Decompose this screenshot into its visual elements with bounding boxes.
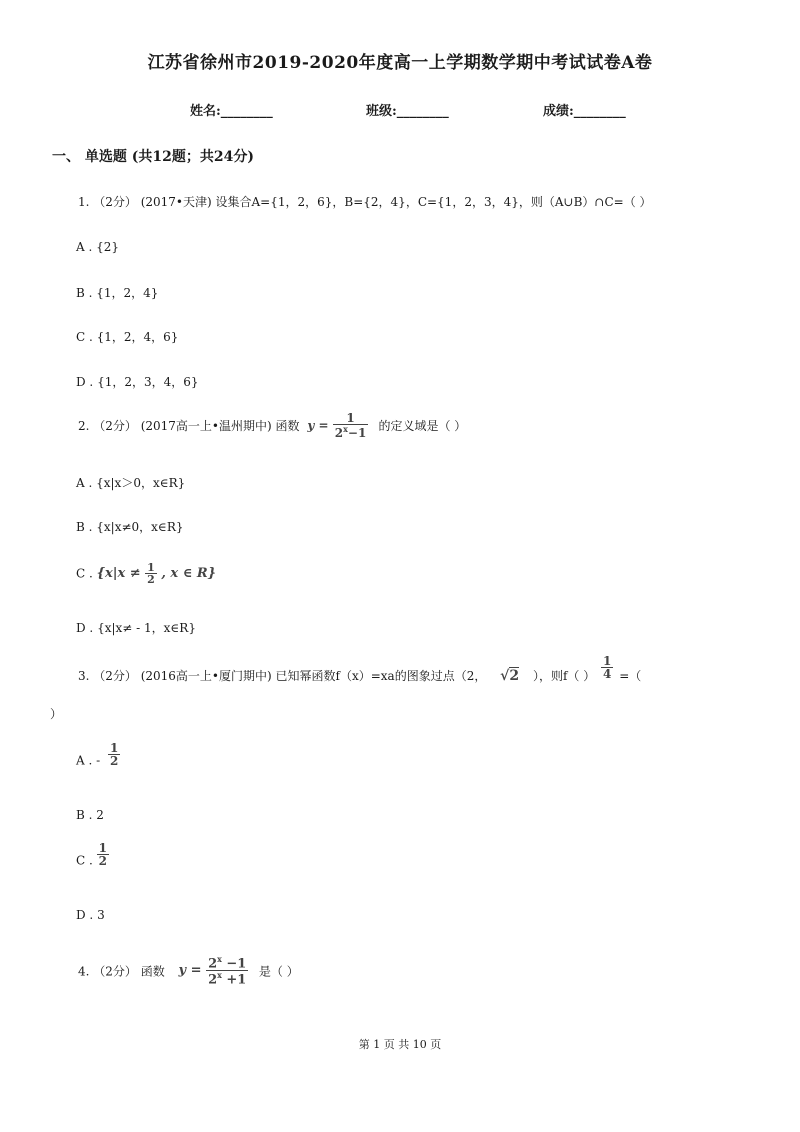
question-3-option-b: B . 2 xyxy=(76,808,104,822)
fraction-denominator: 4 xyxy=(603,667,612,681)
option-a-label: A . - xyxy=(76,753,101,768)
formula-numerator: 1 xyxy=(147,561,155,574)
option-a-fraction xyxy=(108,742,120,767)
option-c-fraction xyxy=(97,842,109,867)
num-base: 2 xyxy=(208,956,218,972)
question-2-option-c xyxy=(76,562,216,585)
question-2-option-c-label: C . xyxy=(76,566,97,581)
den-rest: −1 xyxy=(347,426,367,440)
formula-lhs: y = xyxy=(307,418,329,433)
fraction-numerator: 1 xyxy=(98,841,107,855)
fraction-denominator: 2 xyxy=(110,754,119,768)
question-3-stem-pre: 3. （2分） (2016高一上•厦门期中) 已知幂函数f（x）=xa的图象过点（2， xyxy=(78,669,487,683)
formula-denominator xyxy=(333,425,369,439)
question-1-option-a: A . {2} xyxy=(76,240,120,254)
question-2-option-a: A . {x|x＞0，x∈R} xyxy=(76,476,186,490)
question-3-stem-post: =（ xyxy=(619,669,642,683)
formula-denominator: 2 xyxy=(147,573,155,586)
question-2-option-b: B . {x|x≠0，x∈R} xyxy=(76,520,184,534)
page-footer: 第 1 页 共 10 页 xyxy=(358,1038,442,1051)
den-base: 2 xyxy=(334,426,344,440)
question-3-stem-wrap: ） xyxy=(50,707,63,721)
formula-lhs: y = xyxy=(178,963,202,979)
question-3-stem-mid: ），则f（ ） xyxy=(532,669,596,683)
num-rest: −1 xyxy=(221,956,247,972)
question-2-stem-pre: 2. （2分） (2017高一上•温州期中) 函数 xyxy=(78,419,300,433)
den-exp: x xyxy=(343,424,348,434)
exam-title: 江苏省徐州市2019-2020年度高一上学期数学期中考试试卷A卷 xyxy=(147,53,653,73)
num-exp: x xyxy=(217,954,222,964)
fraction-numerator: 1 xyxy=(110,741,119,755)
sqrt-radicand: 2 xyxy=(509,667,520,684)
formula-fraction xyxy=(206,955,248,987)
question-2-option-d: D . {x|x≠ - 1，x∈R} xyxy=(76,621,196,635)
den-exp: x xyxy=(217,970,222,981)
den-rest: +1 xyxy=(221,972,247,988)
formula-right: , x ∈ R} xyxy=(161,566,216,581)
question-3-option-a xyxy=(76,741,120,773)
question-1-option-d: D . {1，2，3，4，6} xyxy=(76,375,199,389)
sqrt-expression: √2 xyxy=(500,667,520,684)
question-2-stem xyxy=(78,412,466,439)
question-4-stem xyxy=(78,955,299,987)
question-1-option-c: C . {1，2，4，6} xyxy=(76,330,179,344)
question-1-stem: 1. （2分） (2017•天津) 设集合A={1，2，6}，B={2，4}，C={1，2，3，4}，则（A∪B）∩C=（ ） xyxy=(78,195,652,209)
question-3-stem xyxy=(78,654,642,688)
question-3-option-c xyxy=(76,841,109,873)
name-field: 姓名:________ xyxy=(190,104,273,119)
question-3-fraction xyxy=(601,655,613,680)
formula-numerator xyxy=(206,955,248,971)
option-c-label: C . xyxy=(76,853,97,868)
class-field: 班级:________ xyxy=(366,104,449,119)
fraction-denominator: 2 xyxy=(98,854,107,868)
question-4-stem-pre: 4. （2分） 函数 xyxy=(78,964,165,979)
question-4-stem-post: 是（ ） xyxy=(258,964,299,979)
formula-numerator: 1 xyxy=(333,412,369,425)
question-2-formula xyxy=(307,411,372,440)
score-field: 成绩:________ xyxy=(543,104,626,119)
den-base: 2 xyxy=(208,972,218,988)
option-c-formula xyxy=(96,561,216,586)
formula-left: {x|x ≠ xyxy=(96,566,141,581)
section-heading: 一、 单选题 (共12题；共24分) xyxy=(52,149,254,165)
question-1-option-b: B . {1，2，4} xyxy=(76,286,159,300)
question-4-formula xyxy=(178,954,253,988)
formula-fraction xyxy=(333,412,369,439)
question-2-stem-post: 的定义域是（ ） xyxy=(378,419,467,433)
question-3-option-d: D . 3 xyxy=(76,908,105,922)
formula-denominator xyxy=(206,971,248,986)
fraction-numerator: 1 xyxy=(603,654,612,668)
formula-fraction xyxy=(145,562,157,585)
